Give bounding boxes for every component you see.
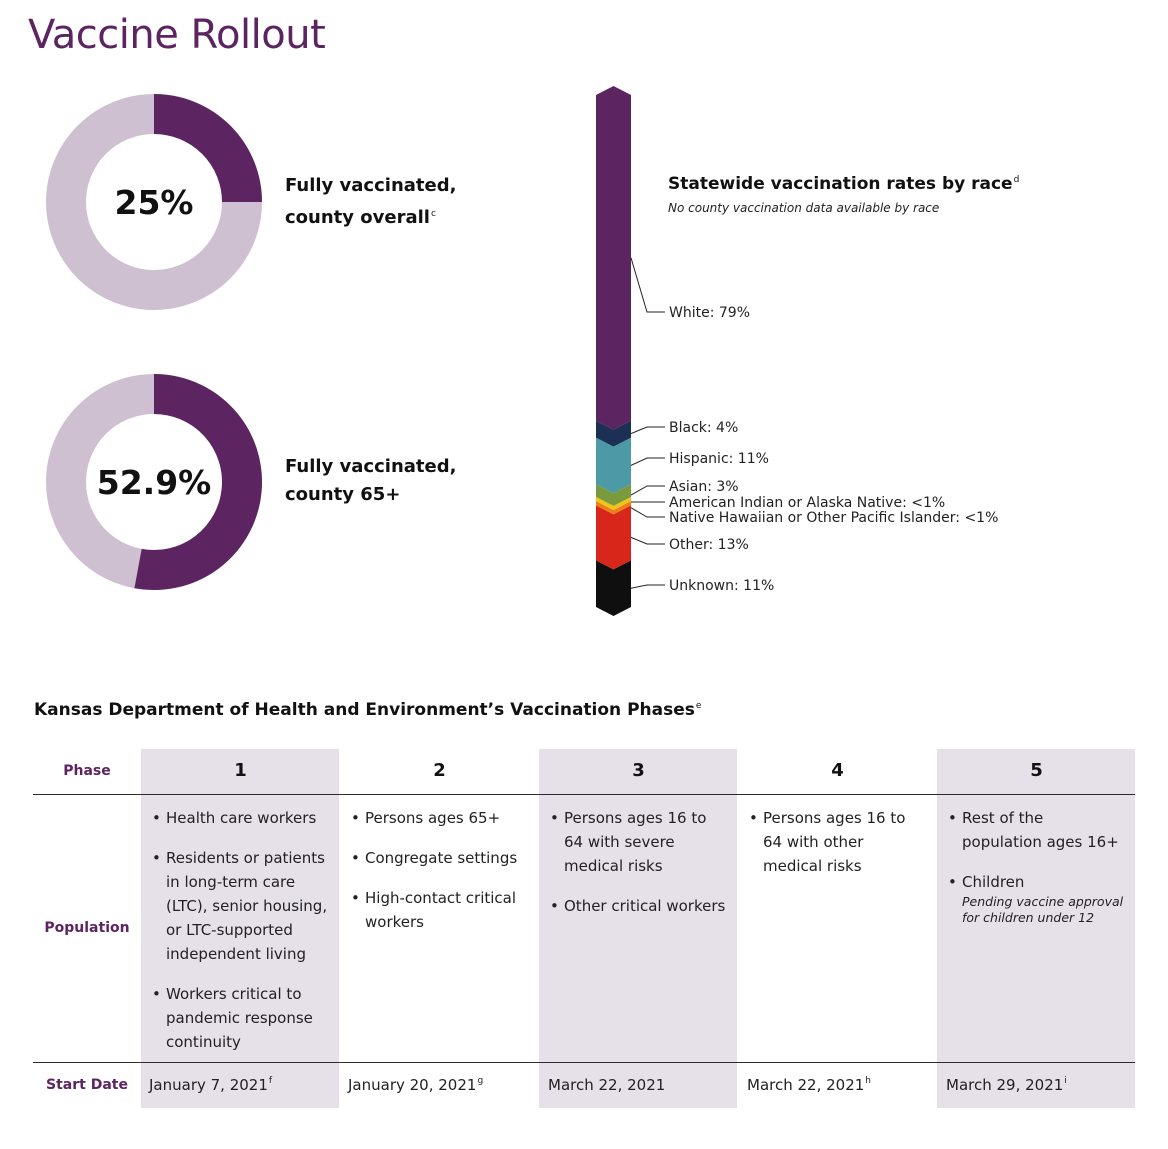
phase-number: 4: [831, 760, 844, 781]
footnote-marker: g: [477, 1076, 484, 1086]
phase-population-cell: [150, 806, 330, 1070]
race-segment-label: American Indian or Alaska Native: <1%: [669, 495, 946, 511]
race-chart-subtitle: No county vaccination data available by race: [668, 201, 940, 215]
race-segment-label: Asian: 3%: [669, 479, 739, 495]
population-item: • Persons ages 16 to 64 with other medical risks: [747, 806, 927, 878]
donut-chart-county-65-plus: [44, 372, 264, 592]
start-date-text: January 7, 2021: [149, 1076, 268, 1094]
population-list: [747, 806, 927, 878]
row-header-phase: Phase: [63, 763, 111, 779]
population-item: • High-contact critical workers: [349, 886, 529, 934]
population-item: • Residents or patients in long-term care (LTC), senior housing, or LTC-supported independent living: [150, 846, 330, 966]
population-item: • Persons ages 65+: [349, 806, 529, 830]
race-segment-label: Native Hawaiian or Other Pacific Islander: <1%: [669, 510, 999, 526]
phase-number: 3: [632, 760, 645, 781]
population-item: • Rest of the population ages 16+: [946, 806, 1126, 854]
population-item: • Health care workers: [150, 806, 330, 830]
race-leader-line: [631, 486, 665, 495]
donut-value-label: 52.9%: [96, 462, 212, 502]
population-list: [150, 806, 330, 1054]
footnote-marker: h: [865, 1076, 872, 1086]
population-item: • Congregate settings: [349, 846, 529, 870]
donut-value-label: 25%: [114, 182, 194, 222]
race-leader-line: [631, 258, 665, 312]
page-title: Vaccine Rollout: [28, 12, 326, 58]
footnote-marker: c: [430, 209, 436, 219]
start-date-text: March 22, 2021: [747, 1076, 865, 1094]
donut-caption-text: county overall: [285, 207, 430, 228]
population-item: [946, 870, 1126, 926]
footnote-marker: d: [1013, 175, 1020, 185]
phase-number: 1: [234, 760, 247, 781]
race-leader-line: [631, 427, 665, 434]
race-stacked-bar-chart: [560, 70, 1120, 630]
donut-chart-county-overall: [44, 92, 264, 312]
start-date-text: March 22, 2021: [548, 1076, 666, 1094]
phase-start-date: [149, 1076, 339, 1094]
race-bar-segment: [596, 505, 631, 569]
phase-start-date: [548, 1076, 738, 1094]
race-leader-line: [631, 537, 665, 544]
race-leader-line: [631, 508, 665, 517]
population-list: [548, 806, 728, 918]
population-item: • Other critical workers: [548, 894, 728, 918]
race-segment-label: Black: 4%: [669, 420, 739, 436]
race-segment-label: Other: 13%: [669, 537, 749, 553]
population-item: • Workers critical to pandemic response continuity: [150, 982, 330, 1054]
phase-number: 2: [433, 760, 446, 781]
race-chart-title: [668, 174, 1019, 194]
phase-population-cell: [349, 806, 529, 950]
phases-table-title-text: Kansas Department of Health and Environment’s Vaccination Phases: [34, 700, 695, 720]
race-chart-title-text: Statewide vaccination rates by race: [668, 174, 1013, 194]
donut-caption-county-overall: [285, 172, 515, 232]
phase-number: 5: [1030, 760, 1043, 781]
race-leader-line: [631, 585, 665, 588]
phase-population-cell: [747, 806, 927, 894]
population-list: [946, 806, 1126, 926]
race-segment-label: Hispanic: 11%: [669, 451, 769, 467]
footnote-marker: f: [268, 1076, 273, 1086]
phase-start-date: [747, 1076, 937, 1094]
donut-caption-line: [285, 200, 515, 232]
race-segment-label: Unknown: 11%: [669, 578, 775, 594]
row-header-population: Population: [44, 920, 130, 936]
population-list: [349, 806, 529, 934]
phase-population-cell: [946, 806, 1126, 942]
start-date-text: January 20, 2021: [348, 1076, 477, 1094]
phase-start-date: [946, 1076, 1136, 1094]
donut-caption-line: Fully vaccinated,: [285, 456, 457, 477]
donut-caption-line: county 65+: [285, 484, 401, 505]
footnote-marker: e: [695, 701, 702, 711]
phases-table-title: [34, 700, 701, 720]
donut-caption-county-65-plus: [285, 453, 515, 509]
population-item-text: Children: [962, 873, 1025, 891]
row-header-start-date: Start Date: [46, 1077, 128, 1093]
start-date-text: March 29, 2021: [946, 1076, 1064, 1094]
footnote-marker: i: [1064, 1076, 1067, 1086]
population-item: • Persons ages 16 to 64 with severe medical risks: [548, 806, 728, 878]
phase-population-cell: [548, 806, 728, 934]
donut-caption-line: Fully vaccinated,: [285, 175, 457, 196]
race-leader-line: [631, 458, 665, 465]
phase-start-date: [348, 1076, 538, 1094]
race-bar-segment: [596, 86, 631, 430]
table-divider: [33, 794, 1135, 795]
population-item-note: Pending vaccine approval for children under 12: [962, 894, 1124, 925]
race-segment-label: White: 79%: [669, 305, 750, 321]
